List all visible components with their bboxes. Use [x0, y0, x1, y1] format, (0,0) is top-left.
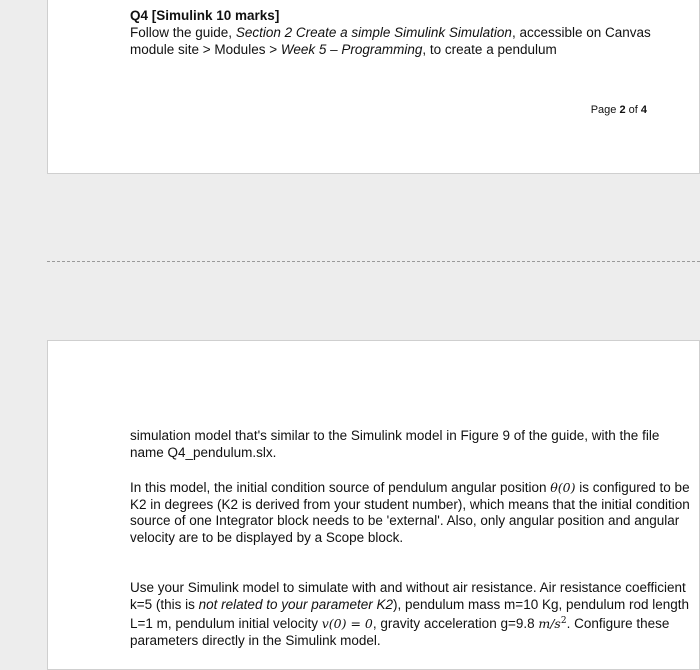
p2-text-a: In this model, the initial condition source of pendulum angular position [130, 480, 551, 495]
p3-text-e: . Configure these parameters directly in the Simulink model. [130, 616, 670, 648]
gravity-unit-formula [538, 616, 566, 631]
p3-text-d: , gravity acceleration g=9.8 [372, 616, 539, 632]
question-intro [130, 25, 670, 58]
gravity-unit-exponent: 2 [560, 616, 567, 626]
gravity-unit: m/s [538, 616, 561, 632]
p3-text-a: Use your Simulink model to simulate with and without air resistance. Air resistance coefficient k=5 (this is [130, 580, 686, 612]
page-break-divider [47, 261, 700, 262]
intro-text-a: Follow the guide, [130, 25, 236, 40]
paragraph-2 [130, 480, 690, 546]
page-number-prefix: Page [590, 104, 620, 116]
page-number-total: 4 [640, 104, 647, 116]
p3-text-c: ), pendulum mass m=10 Kg, pendulum rod length L=1 m, pendulum initial velocity [130, 596, 690, 632]
intro-guide-section: Section 2 Create a simple Simulink Simulation [235, 25, 512, 40]
document-page-2 [47, 340, 700, 670]
question-heading: Q4 [Simulink 10 marks] [130, 8, 280, 23]
document-page-1 [47, 0, 700, 174]
intro-text-c: , accessible on Canvas module site > Modules > [130, 25, 651, 57]
p3-emphasis: not related to your parameter K2 [198, 596, 394, 612]
theta-formula: θ(0) [550, 480, 576, 495]
page-number [591, 104, 647, 116]
p2-text-b: is configured to be K2 in degrees (K2 is derived from your student number), which means that the initial condition source of one Integrator block needs to be 'external'. Also, only angular position and angular velocity are to be displayed by a Scope block. [130, 480, 690, 545]
intro-text-e: , to create a pendulum [422, 41, 557, 57]
paragraph-3 [130, 580, 690, 649]
paragraph-1: simulation model that's similar to the Simulink model in Figure 9 of the guide, with the file name Q4_pendulum.slx. [130, 428, 660, 460]
intro-week-link: Week 5 – Programming [280, 41, 423, 57]
page-number-current: 2 [619, 104, 626, 116]
page-number-mid: of [625, 104, 641, 116]
velocity-formula: v(0) = 0 [321, 616, 373, 632]
